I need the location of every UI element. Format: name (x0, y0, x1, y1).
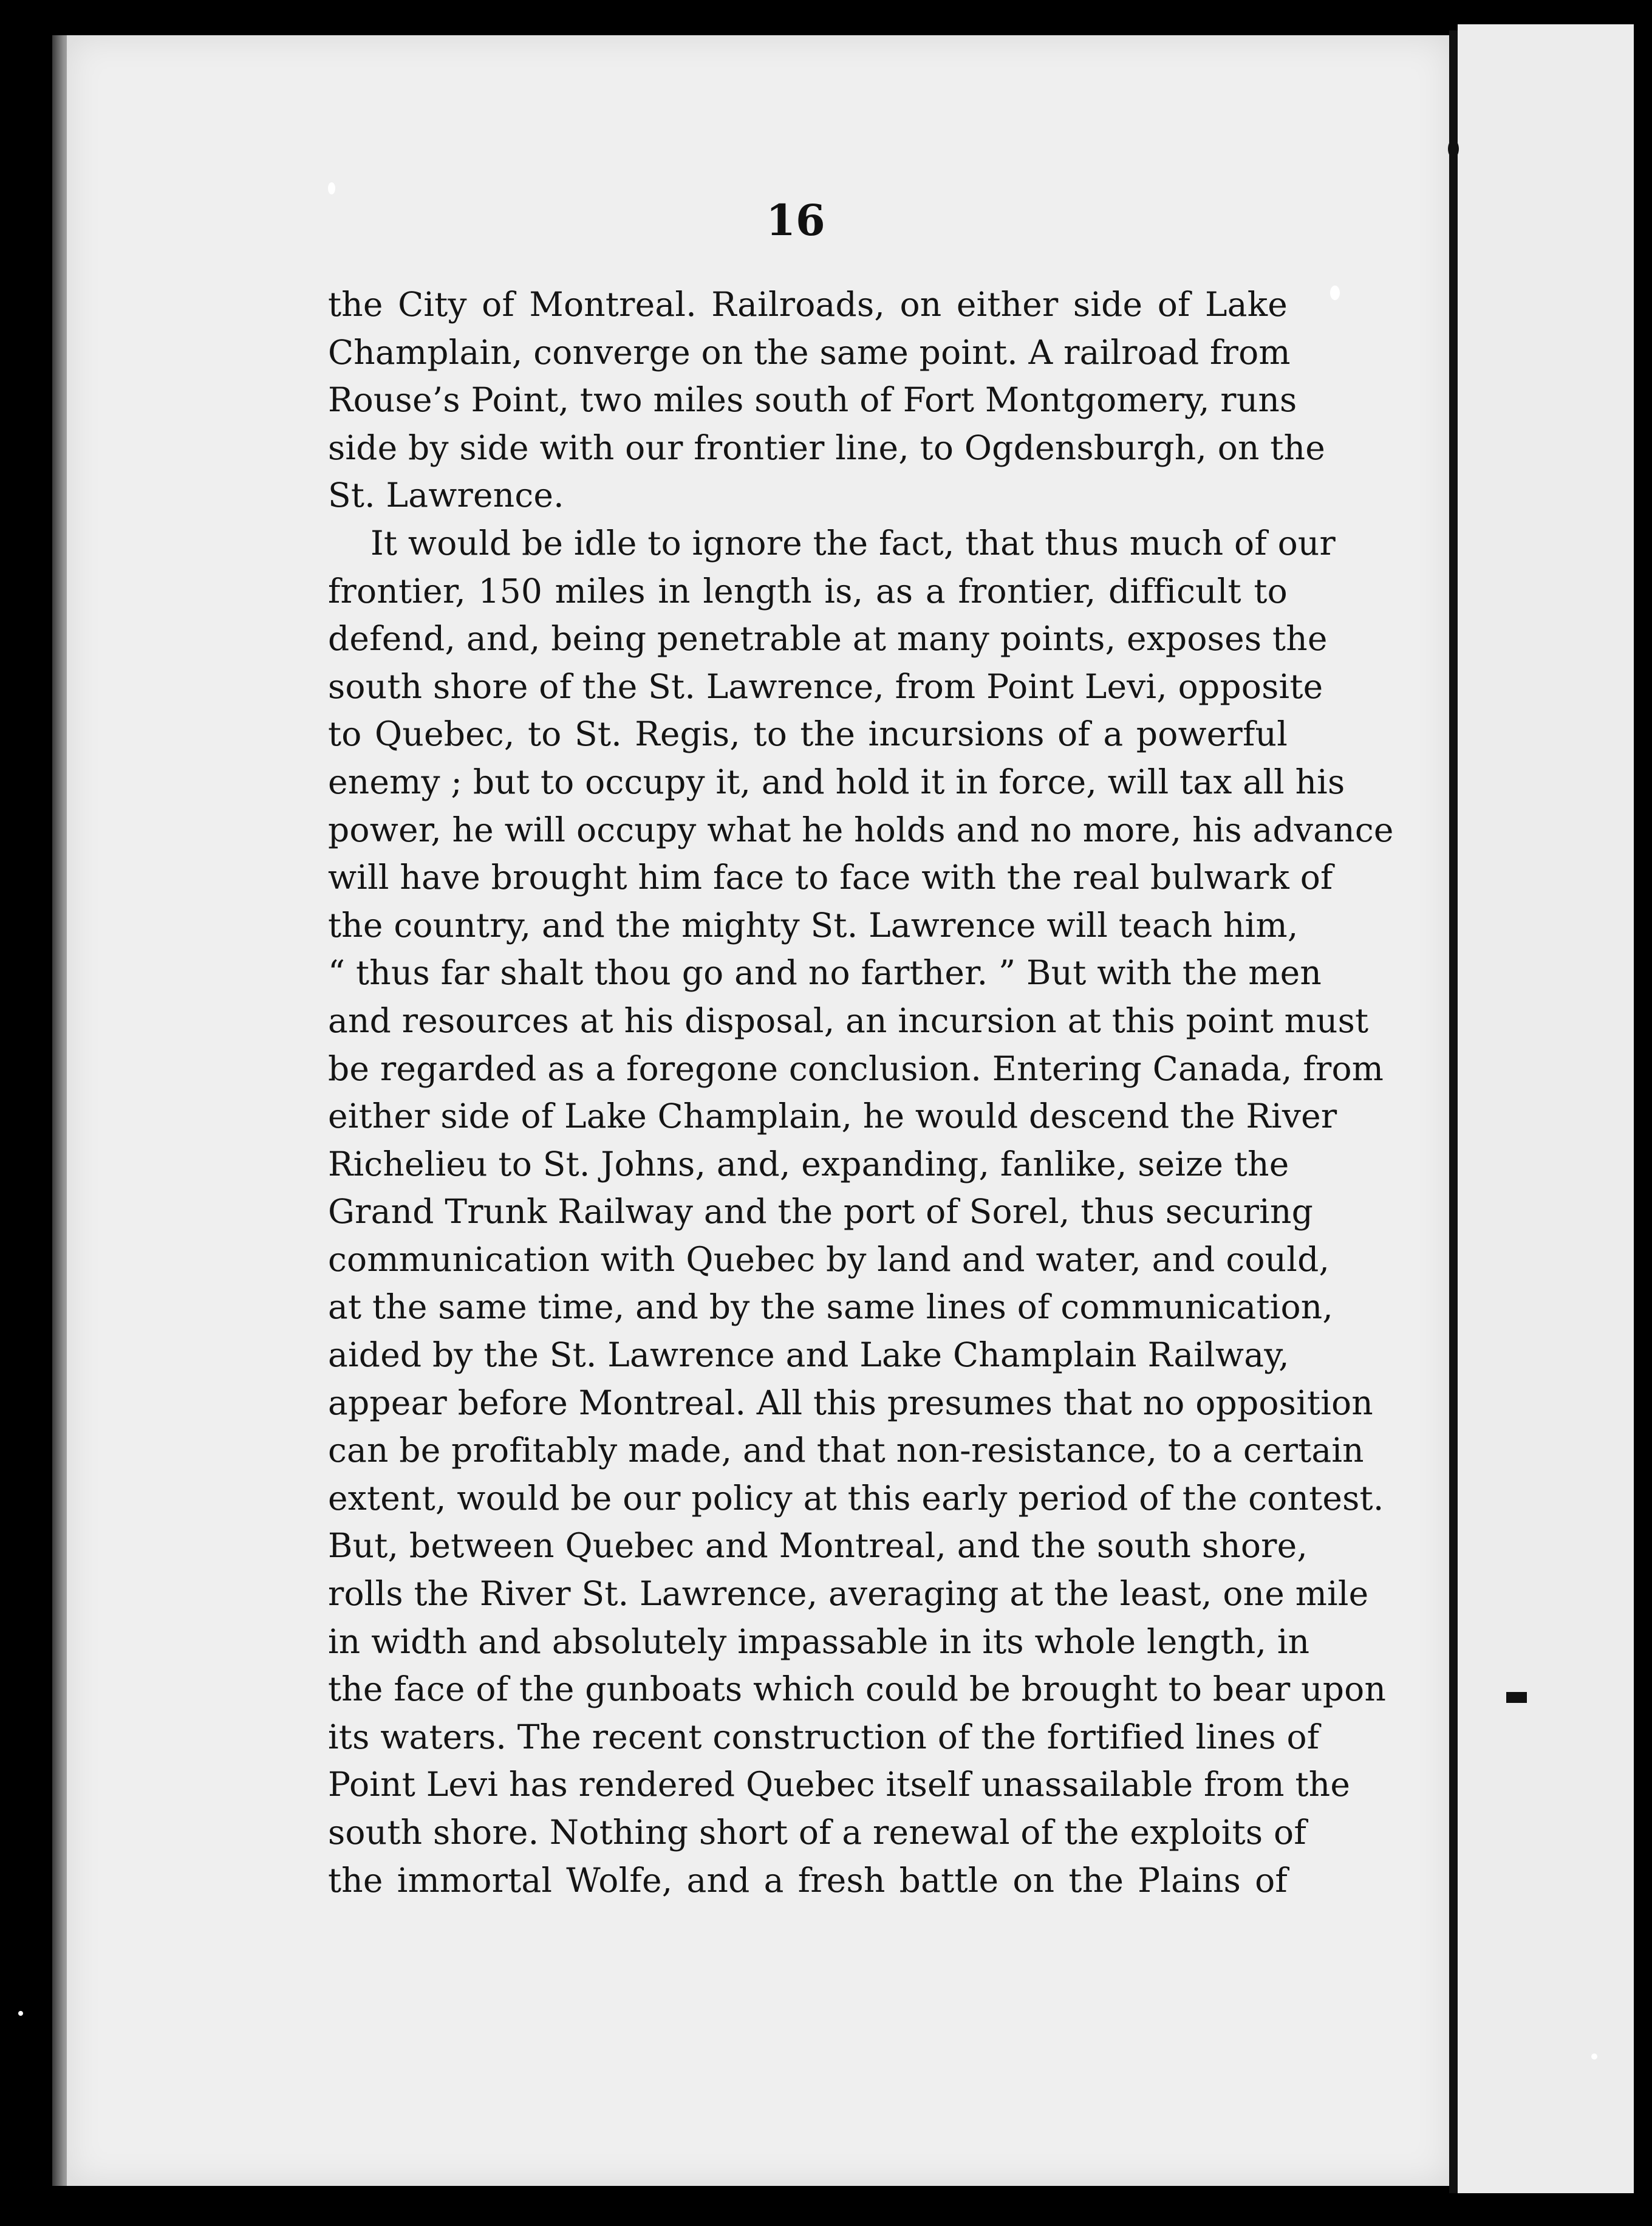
text-line: defend, and, being penetrable at many points, exposes the (328, 619, 1328, 659)
binding-gutter (1449, 30, 1458, 2193)
text-line: the face of the gunboats which could be brought to bear upon (328, 1670, 1387, 1709)
text-line: will have brought him face to face with the real bulwark of (328, 858, 1333, 897)
gutter-mark (1448, 140, 1459, 158)
dust-speck (1330, 286, 1340, 300)
text-line: St. Lawrence. (328, 476, 564, 515)
text-line: the City of Montreal. Railroads, on either side of Lake (328, 285, 1288, 324)
page-number: 16 (766, 195, 825, 245)
text-line: enemy ; but to occupy it, and hold it in force, will tax all his (328, 762, 1345, 801)
text-line: “ thus far shalt thou go and no farther. ” But with the men (328, 953, 1322, 993)
text-line: its waters. The recent construction of the fortified lines of (328, 1717, 1320, 1756)
facing-page-edge (1458, 24, 1640, 2193)
text-line: It would be idle to ignore the fact, that thus much of our (370, 523, 1336, 563)
text-line: can be profitably made, and that non-resistance, to a certain (328, 1431, 1364, 1470)
dust-speck (18, 2011, 23, 2016)
text-line: communication with Quebec by land and water, and could, (328, 1239, 1330, 1279)
text-line: be regarded as a foregone conclusion. Entering Canada, from (328, 1049, 1384, 1088)
text-line: Rouse’s Point, two miles south of Fort Montgomery, runs (328, 380, 1297, 420)
text-line: in width and absolutely impassable in its whole length, in (328, 1622, 1310, 1661)
text-line: the immortal Wolfe, and a fresh battle on the Plains of (328, 1860, 1288, 1900)
text-line: south shore. Nothing short of a renewal of the exploits of (328, 1813, 1306, 1852)
dust-speck (328, 182, 335, 194)
text-line: south shore of the St. Lawrence, from Point Levi, opposite (328, 666, 1323, 706)
body-text (328, 281, 1394, 1904)
text-line: to Quebec, to St. Regis, to the incursions of a powerful (328, 714, 1288, 754)
text-line: at the same time, and by the same lines of communication, (328, 1287, 1334, 1327)
text-line: extent, would be our policy at this early period of the contest. (328, 1478, 1384, 1518)
text-line: Point Levi has rendered Quebec itself unassailable from the (328, 1765, 1351, 1804)
text-line: Grand Trunk Railway and the port of Sorel, thus securing (328, 1192, 1313, 1231)
facing-page-border (1634, 24, 1652, 2193)
gutter-mark (1506, 1692, 1527, 1703)
text-line: But, between Quebec and Montreal, and the south shore, (328, 1526, 1308, 1566)
text-line: power, he will occupy what he holds and no more, his advance (328, 810, 1394, 849)
text-line: frontier, 150 miles in length is, as a frontier, difficult to (328, 571, 1288, 611)
text-line: rolls the River St. Lawrence, averaging at the least, one mile (328, 1574, 1369, 1614)
text-line: and resources at his disposal, an incursion at this point must (328, 1001, 1369, 1040)
text-line: the country, and the mighty St. Lawrence will teach him, (328, 905, 1299, 945)
dust-speck (1591, 2053, 1597, 2060)
text-line: appear before Montreal. All this presumes that no opposition (328, 1383, 1373, 1422)
text-line: Champlain, converge on the same point. A railroad from (328, 332, 1291, 372)
text-line: aided by the St. Lawrence and Lake Champlain Railway, (328, 1335, 1289, 1375)
text-line: Richelieu to St. Johns, and, expanding, fanlike, seize the (328, 1144, 1289, 1183)
text-line: side by side with our frontier line, to Ogdensburgh, on the (328, 428, 1325, 467)
text-line: either side of Lake Champlain, he would descend the River (328, 1097, 1337, 1136)
